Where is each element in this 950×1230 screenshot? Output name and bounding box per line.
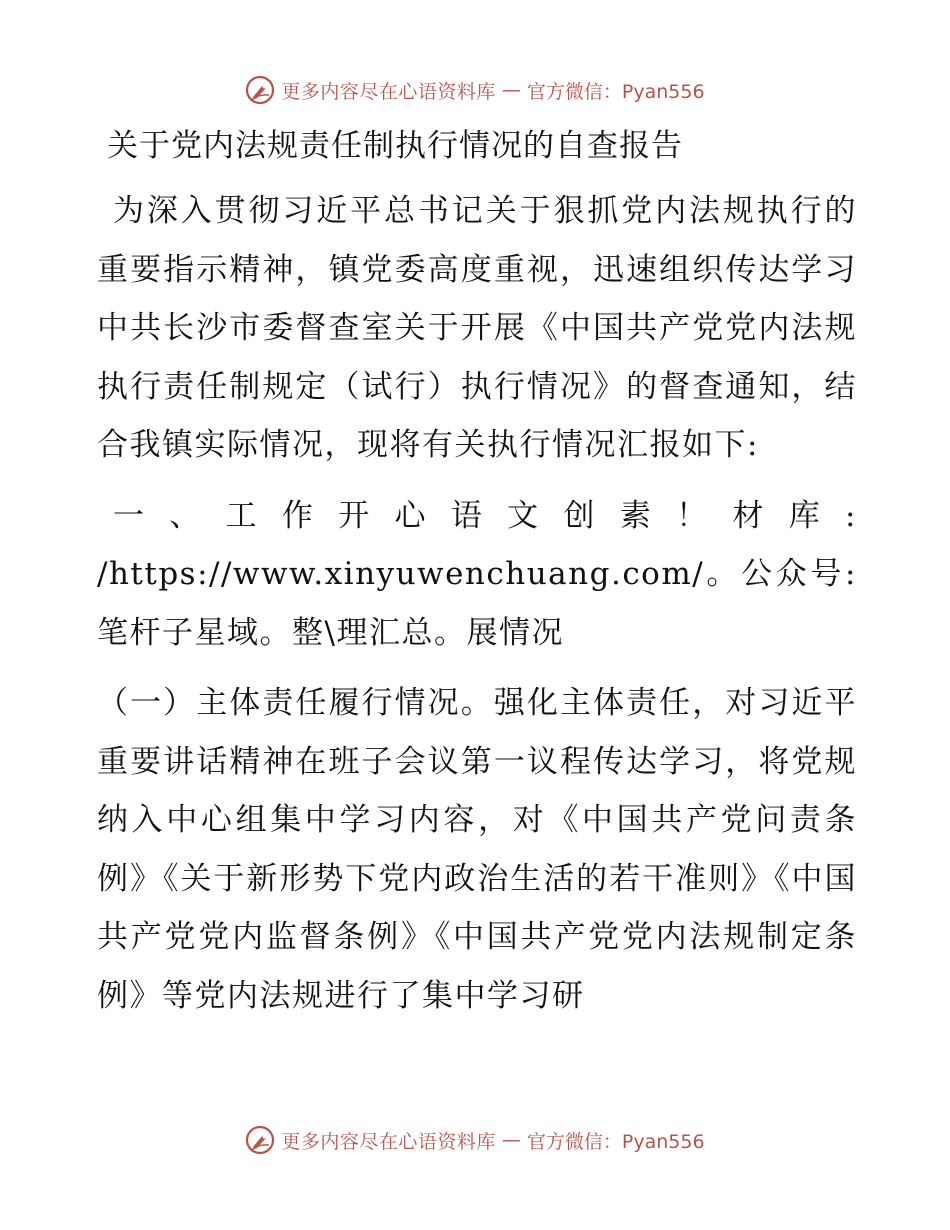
paragraph-intro: 为深入贯彻习近平总书记关于狠抓党内法规执行的重要指示精神，镇党委高度重视，迅速组织传达学习中共长沙市委督查室关于开展《中国共产党党内法规执行责任制规定（试行）执行情况》的督查通知，结合我镇实际情况，现将有关执行情况汇报如下: xyxy=(97,193,857,463)
banner-separator: — xyxy=(501,79,521,101)
paragraph-subsection-one: （一）主体责任履行情况。强化主体责任，对习近平重要讲话精神在班子会议第一议程传达学习，将党规纳入中心组集中学习内容，对《中国共产党问责条例》《关于新形势下党内政治生活的若干准则》《中国共产党党内监督条例》《中国共产党党内法规制定条例》等党内法规进行了集中学习研 xyxy=(97,685,857,1014)
paragraph-section-one-heading: 一、工作开心语文创素！材库: /https://www.xinyuwenchuang.com/。公众号: 笔杆子星域。整\理汇总。展情况 xyxy=(97,497,857,651)
document-title: 关于党内法规责任制执行情况的自查报告 xyxy=(107,128,683,164)
banner-text: 更多内容尽在心语资料库 xyxy=(281,1130,496,1153)
banner-wechat: 官方微信：Pyan556 xyxy=(526,80,705,103)
footer-watermark-banner xyxy=(0,1120,950,1160)
header-watermark-banner xyxy=(0,70,950,110)
pen-nib-logo-icon xyxy=(245,1125,275,1155)
banner-text: 更多内容尽在心语资料库 xyxy=(281,80,496,103)
banner-separator: — xyxy=(501,1129,521,1151)
document-body xyxy=(97,118,857,1037)
pen-nib-logo-icon xyxy=(245,75,275,105)
banner-wechat: 官方微信：Pyan556 xyxy=(526,1130,705,1153)
